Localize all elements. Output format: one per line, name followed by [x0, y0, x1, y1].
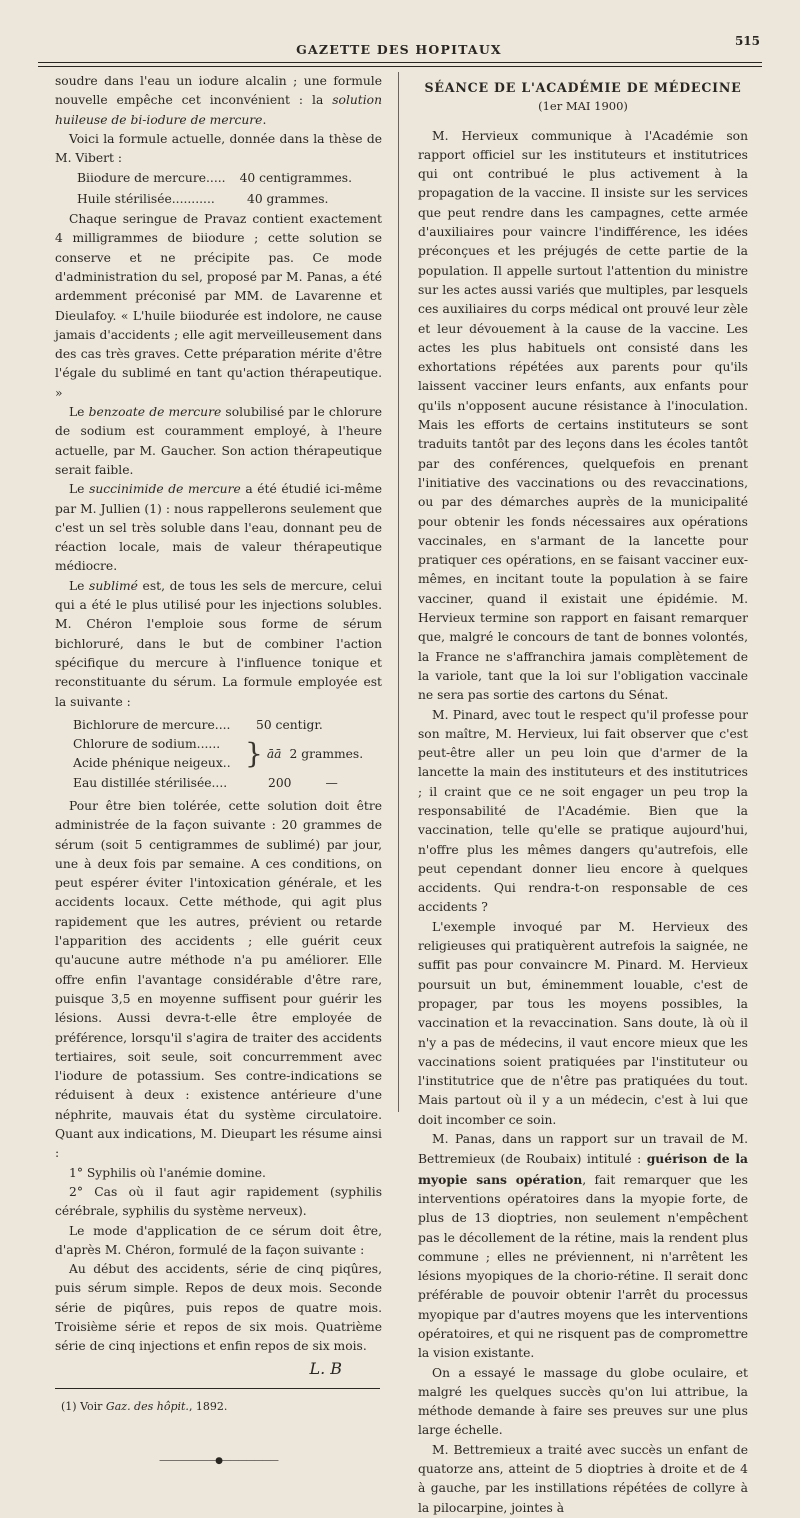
paragraph: Le succinimide de mercure a été étudié ici-même par M. Jullien (1) : nous rappellerons seulement que c'est un sel très soluble dans l'eau, donnant peu de réaction locale, mais de valeur thérapeutique médiocre.	[55, 482, 382, 574]
right-column	[418, 72, 748, 1518]
paragraph: M. Bettremieux a traité avec succès un enfant de quatorze ans, atteint de 5 dioptries à droite et de 4 à gauche, par les instillations répétées de collyre à la pilocarpine, jointes à	[418, 1442, 748, 1515]
paragraph: 1° Syphilis où l'anémie domine.	[69, 1165, 266, 1180]
footnote-rule	[55, 1388, 380, 1389]
brace-icon: }	[245, 737, 263, 771]
formula-row: Eau distillée stérilisée.... 200 —	[73, 775, 338, 790]
formula-row: Bichlorure de mercure.... 50 centigr.	[73, 717, 323, 732]
paragraph: On a essayé le massage du globe oculaire, et malgré les quelques succès qu'on lui attribue, la méthode demande à faire ses preuves sur une plus large échelle.	[418, 1365, 748, 1438]
paragraph: soudre dans l'eau un iodure alcalin ; une formule nouvelle empêche cet inconvénient : la solution huileuse de bi-iodure de mercure.	[55, 74, 382, 127]
end-ornament-icon: ———————●———————	[159, 1456, 278, 1467]
paragraph: L'exemple invoqué par M. Hervieux des religieuses qui pratiquèrent autrefois la saignée, ne suffit pas pour convaincre M. Pinard. M. Hervieux poursuit un but, éminemment louable, c'est de propager, par tous les moyens possibles, la vaccination et la revaccination. Sans doute, là où il n'y a pas de médecins, il vaut encore mieux que les vaccinations soient pratiquées par l'instituteur ou l'institutrice que de n'être pas pratiquées du tout. Mais partout où il y a un médecin, c'est à lui que doit incomber ce soin.	[418, 919, 748, 1127]
formula-biiodure	[55, 169, 382, 209]
section-date: (1er MAI 1900)	[538, 99, 628, 114]
section-title: SÉANCE DE L'ACADÉMIE DE MÉDECINE	[424, 80, 742, 95]
page-header	[38, 28, 760, 62]
paragraph: Pour être bien tolérée, cette solution doit être administrée de la façon suivante : 20 grammes de sérum (soit 5 centigrammes de sublimé) par jour, une à deux fois par semaine. A ces conditions, on peut espérer éviter l'intoxication générale, et les accidents locaux. Cette méthode, qui agit plus rapidement que les autres, prévient ou retarde l'apparition des accidents ; elle guérit ceux qu'aucune autre méthode n'a pu améliorer. Elle offre enfin l'avantage considérable d'être rare, puisque 3,5 en moyenne suffisent pour guérir les lésions. Aussi devra-t-elle être employée de préférence, lorsqu'il s'agira de traiter des accidents tertiaires, soit seule, soit concurremment avec l'iodure de potassium. Ses contre-indications se réduisent à deux : existence antérieure d'une néphrite, mauvais état du système circulatoire. Quant aux indications, M. Dieupart les résume ainsi :	[55, 798, 382, 1161]
author-signature: L. B	[309, 1358, 342, 1378]
footnote: (1) Voir Gaz. des hôpit., 1892.	[61, 1399, 228, 1413]
left-column	[55, 72, 382, 1471]
paragraph: Voici la formule actuelle, donnée dans la thèse de M. Vibert :	[55, 131, 382, 166]
paragraph: M. Panas, dans un rapport sur un travail de M. Bettremieux (de Roubaix) intitulé : guérison de la myopie sans opération, fait remarquer que les interventions opératoires dans la myopie forte, de plus de 13 dioptries, non seulement n'empêchent pas le décollement de la rétine, mais la rendent plus commune ; elles ne préviennent, ni n'arrêtent les lésions myopiques de la chorio-rétine. Il serait donc préférable de pouvoir obtenir l'arrêt du processus myopique par d'autres moyens que les interventions opératoires, et qui ne risquent pas de compromettre la vision existante.	[418, 1132, 748, 1361]
formula-serum	[73, 716, 382, 793]
paragraph: Chaque seringue de Pravaz contient exactement 4 milligrammes de biiodure ; cette solution se conserve et ne précipite pas. Ce mode d'administration du sel, proposé par M. Panas, a été ardemment préconisé par MM. de Lavarenne et Dieulafoy. « L'huile biiodurée est indolore, ne cause jamais d'accidents ; elle agit merveilleusement dans des cas très graves. Cette préparation mérite d'être l'égale du sublimé en tant qu'action thérapeutique. »	[55, 212, 382, 400]
paragraph: Le benzoate de mercure solubilisé par le chlorure de sodium est couramment employé, à l'heure actuelle, par M. Gaucher. Son action thérapeutique serait faible.	[55, 405, 382, 477]
column-separator	[398, 72, 399, 1112]
paragraph: Au début des accidents, série de cinq piqûres, puis sérum simple. Repos de deux mois. Seconde série de piqûres, puis repos de quatre mois. Troisième série et repos de six mois. Quatrième série de cinq injections et enfin repos de six mois.	[55, 1262, 382, 1354]
formula-brace-group: Chlorure de sodium...... Acide phénique neigeux.. } āā 2 grammes.	[73, 735, 382, 774]
paragraph: Le sublimé est, de tous les sels de mercure, celui qui a été le plus utilisé pour les injections solubles. M. Chéron l'emploie sous forme de sérum bichloruré, dans le but de combiner l'action spécifique du mercure à l'influence tonique et reconstituante du sérum. La formule employée est la suivante :	[55, 578, 382, 709]
header-rule-thin	[38, 66, 762, 67]
paragraph: M. Hervieux communique à l'Académie son rapport officiel sur les instituteurs et institutrices qui ont contribué le plus activement à la propagation de la vaccine. Il insiste sur les services que peut rendre dans les campagnes, cette armée d'auxiliaires pour vaincre l'indifférence, les idées préconçues et les préjugés de cette partie de la population. Il appelle surtout l'attention du ministre sur les actes aussi variés que multiples, par lesquels ces auxiliaires du corps médical ont prouvé leur zèle et leur dévouement à la cause de la vaccine. Les actes les plus habituels ont consisté dans les exhortations répétées aux parents pour qu'ils laissent vacciner leurs enfants, aux enfants pour qu'ils n'opposent aucune résistance à l'inoculation. Mais les efforts de certains instituteurs se sont traduits tantôt par des leçons dans les écoles tantôt par des conférences, quelquefois en prenant l'initiative des vaccinations ou des revaccinations, ou par des démarches auprès de la municipalité pour obtenir les fonds nécessaires aux opérations vaccinales, en s'armant de la lancette pour pratiquer ces opérations, en se faisant vacciner eux-mêmes, en incitant toute la population à se faire vacciner, quand il existait une épidémie. M. Hervieux termine son rapport en faisant remarquer que, malgré le concours de tant de bonnes volontés, la France ne s'affranchira jamais complètement de la variole, tant que la loi sur l'obligation vaccinale ne sera pas sortie des cartons du Sénat.	[418, 128, 748, 703]
paragraph: Le mode d'application de ce sérum doit être, d'après M. Chéron, formulé de la façon suivante :	[55, 1223, 382, 1257]
formula-row: Huile stérilisée........... 40 grammes.	[77, 191, 329, 206]
header-rule	[38, 62, 762, 63]
paragraph: 2° Cas où il faut agir rapidement (syphilis cérébrale, syphilis du système nerveux).	[55, 1184, 382, 1219]
paragraph: M. Pinard, avec tout le respect qu'il professe pour son maître, M. Hervieux, lui fait observer que c'est peut-être aller un peu loin que d'armer de la lancette la main des instituteurs et des institutrices ; il craint que ce ne soit engager un peu trop la responsabilité de l'Académie. Bien que la vaccination, telle qu'elle se pratique aujourd'hui, n'offre plus les mêmes dangers qu'autrefois, elle peut cependant donner lieu encore à quelques accidents. Qui rendra-t-on responsable de ces accidents ?	[418, 707, 748, 915]
page-number: 515	[734, 34, 760, 48]
formula-row: Biiodure de mercure..... 40 centigrammes.	[77, 171, 352, 186]
journal-title: GAZETTE DES HOPITAUX	[296, 42, 502, 57]
